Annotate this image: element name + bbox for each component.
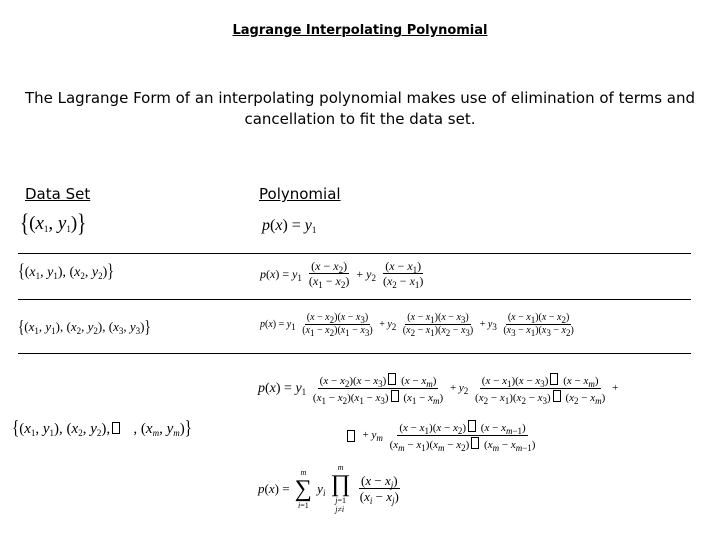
data-set-3-points: {($x_1$, $y_1$), ($x_2$, $y_2$), ($x_3$, $y_3$)} [18,316,151,337]
page-title: Lagrange Interpolating Polynomial [232,23,488,38]
polynomial-degree-2: $p(x) = y_1$ $\frac{(x - x_2)(x - x_3)}{(x_1 - x_2)(x_1 - x_3)}$ + $y_2$ $\frac{(x - x_1)(x - x_3)}{(x_2 - x_1)(x_2 - x_3)}$ + $y_3$ $\frac{(x - x_1)(x - x_2)}{(x_3 - x_1)(x_3 - x_2)}$ [260,312,574,338]
missing-glyph-box [112,422,120,434]
data-set-m-points: {($x_1$, $y_1$), ($x_2$, $y_2$), , ($x_m$, $y_m$)} [12,418,192,440]
data-set-1-point: {($x_1$, $y_1$)} [20,209,87,238]
row-divider [18,299,691,300]
polynomial-degree-0: $p(x) = y_1$ [262,217,317,235]
data-set-header: Data Set [25,185,91,203]
row-divider [18,353,691,354]
polynomial-general-line-1: $p(x) = y_1$ $\frac{(x - x_2)(x - x_3) (x - x_m)}{(x_1 - x_2)(x_1 - x_3) (x_1 - x_m)}$ + $y_2$ $\frac{(x - x_1)(x - x_3) (x - x_m)}{(x_2 - x_1)(x_2 - x_3) (x_2 - x_m)}$ + [258,375,619,406]
polynomial-general-line-2: + $y_m$ $\frac{(x - x_1)(x - x_2) (x - x_{m-1})}{(x_m - x_1)(x_m - x_2) (x_m - x_{m-1})}$ [345,420,539,451]
polynomial-header: Polynomial [259,185,341,203]
row-divider [18,253,691,254]
polynomial-degree-1: $p(x) = y_1$ $\frac{(x - x_2)}{(x_1 - x_2)}$ + $y_2$ $\frac{(x - x_1)}{(x_2 - x_1)}$ [260,259,424,290]
data-set-2-points: {($x_1$, $y_1$), ($x_2$, $y_2$)} [18,262,115,283]
polynomial-general-product-form: p(x) = m ∑ i=1 $y_i$ m ∏ j=1 j≠i $\frac{(x - x_j)}{(x_i - x_j)}$ [258,463,399,514]
intro-paragraph: The Lagrange Form of an interpolating polynomial makes use of elimination of terms and cancellation to fit the data set. [24,89,696,128]
